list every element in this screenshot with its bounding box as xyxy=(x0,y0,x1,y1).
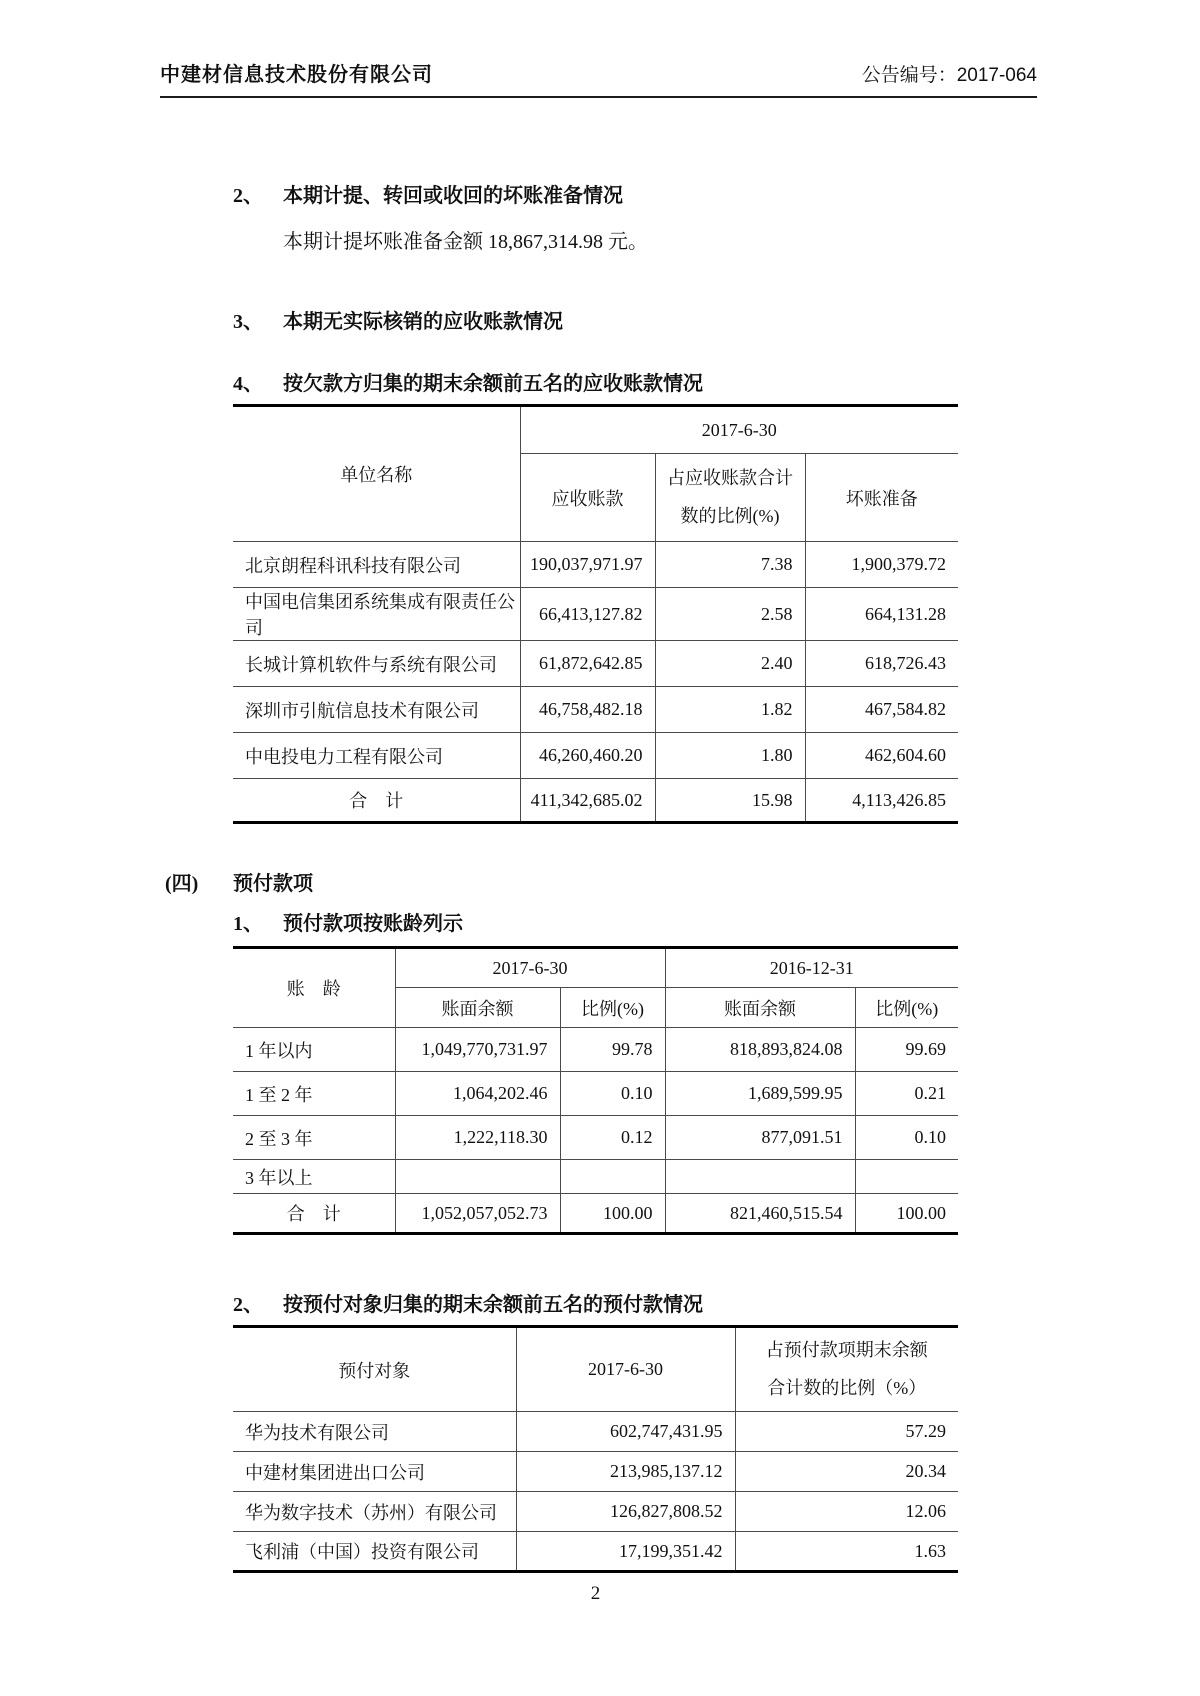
section-number: 2、 xyxy=(233,1294,263,1316)
column-header-ratio: 比例(%) xyxy=(560,988,665,1028)
section-number: 4、 xyxy=(233,373,263,395)
company-name-cell: 中建材集团进出口公司 xyxy=(233,1452,516,1492)
aging-label-cell: 1 至 2 年 xyxy=(233,1072,395,1116)
ratio-cell: 1.80 xyxy=(655,733,805,779)
table-row xyxy=(233,1116,958,1160)
column-header-unit-name: 单位名称 xyxy=(233,406,520,542)
table-row xyxy=(233,641,958,687)
balance-cell: 1,222,118.30 xyxy=(395,1116,560,1160)
section-number: 1、 xyxy=(233,913,263,935)
ratio-cell: 0.10 xyxy=(855,1116,958,1160)
section-title: 预付款项按账龄列示 xyxy=(283,913,463,935)
column-header-ratio: 比例(%) xyxy=(855,988,958,1028)
ratio-cell: 20.34 xyxy=(735,1452,958,1492)
ratio-cell: 2.40 xyxy=(655,641,805,687)
bad-debt-cell: 618,726.43 xyxy=(805,641,958,687)
table-header-row xyxy=(233,406,958,454)
amount-cell: 61,872,642.85 xyxy=(520,641,655,687)
balance-cell: 877,091.51 xyxy=(665,1116,855,1160)
table-row xyxy=(233,1028,958,1072)
column-header-ratio: 占应收账款合计 数的比例(%) xyxy=(655,454,805,542)
table-row xyxy=(233,1072,958,1116)
ratio-cell: 0.12 xyxy=(560,1116,665,1160)
receivables-table xyxy=(233,404,958,824)
amount-cell: 66,413,127.82 xyxy=(520,588,655,641)
company-name-cell: 飞利浦（中国）投资有限公司 xyxy=(233,1532,516,1572)
company-name-cell: 北京朗程科讯科技有限公司 xyxy=(233,542,520,588)
amount-cell: 126,827,808.52 xyxy=(516,1492,735,1532)
ratio-cell: 2.58 xyxy=(655,588,805,641)
column-header-target: 预付对象 xyxy=(233,1327,516,1412)
ratio-cell: 0.10 xyxy=(560,1072,665,1116)
column-header-receivable: 应收账款 xyxy=(520,454,655,542)
announcement-number: 公告编号：2017-064 xyxy=(861,65,1037,86)
column-header-period-2016: 2016-12-31 xyxy=(665,948,958,988)
bad-debt-cell: 1,900,379.72 xyxy=(805,542,958,588)
table-row xyxy=(233,687,958,733)
aging-label-cell: 2 至 3 年 xyxy=(233,1116,395,1160)
ratio-cell: 99.69 xyxy=(855,1028,958,1072)
ratio-cell: 100.00 xyxy=(855,1194,958,1234)
table-total-row xyxy=(233,779,958,823)
ratio-cell: 57.29 xyxy=(735,1412,958,1452)
section-number: 3、 xyxy=(233,311,263,333)
amount-cell: 190,037,971.97 xyxy=(520,542,655,588)
section-title: 本期无实际核销的应收账款情况 xyxy=(283,311,563,333)
ratio-cell: 15.98 xyxy=(655,779,805,823)
balance-cell: 818,893,824.08 xyxy=(665,1028,855,1072)
section-heading-si-1 xyxy=(233,910,958,938)
section-number: 2、 xyxy=(233,185,263,207)
table-header-row xyxy=(233,1327,958,1412)
amount-cell: 602,747,431.95 xyxy=(516,1412,735,1452)
section-title: 按欠款方归集的期末余额前五名的应收账款情况 xyxy=(283,373,703,395)
column-header-balance: 账面余额 xyxy=(395,988,560,1028)
table-row xyxy=(233,542,958,588)
amount-cell: 46,260,460.20 xyxy=(520,733,655,779)
balance-cell: 1,052,057,052.73 xyxy=(395,1194,560,1234)
total-label-cell: 合 计 xyxy=(233,779,520,823)
total-label-cell: 合 计 xyxy=(233,1194,395,1234)
page-number: 2 xyxy=(590,1583,601,1604)
balance-cell: 1,689,599.95 xyxy=(665,1072,855,1116)
table-total-row xyxy=(233,1194,958,1234)
table-row xyxy=(233,1412,958,1452)
bad-debt-cell: 4,113,426.85 xyxy=(805,779,958,823)
amount-cell: 213,985,137.12 xyxy=(516,1452,735,1492)
table-row xyxy=(233,733,958,779)
section-2-paragraph: 本期计提坏账准备金额 18,867,314.98 元。 xyxy=(283,231,648,253)
balance-cell xyxy=(395,1160,560,1194)
amount-cell: 17,199,351.42 xyxy=(516,1532,735,1572)
aging-table xyxy=(233,946,958,1235)
aging-label-cell: 3 年以上 xyxy=(233,1160,395,1194)
column-header-bad-debt: 坏账准备 xyxy=(805,454,958,542)
section-heading-3 xyxy=(233,308,958,336)
balance-cell: 821,460,515.54 xyxy=(665,1194,855,1234)
prepayment-table xyxy=(233,1325,958,1573)
column-header-balance: 账面余额 xyxy=(665,988,855,1028)
company-name-cell: 深圳市引航信息技术有限公司 xyxy=(233,687,520,733)
company-name-cell: 中电投电力工程有限公司 xyxy=(233,733,520,779)
table-row xyxy=(233,1532,958,1572)
table-row xyxy=(233,588,958,641)
ratio-cell: 0.21 xyxy=(855,1072,958,1116)
company-name-cell: 长城计算机软件与系统有限公司 xyxy=(233,641,520,687)
bad-debt-cell: 664,131.28 xyxy=(805,588,958,641)
column-header-period: 2017-6-30 xyxy=(516,1327,735,1412)
ratio-cell: 7.38 xyxy=(655,542,805,588)
section-title: 按预付对象归集的期末余额前五名的预付款情况 xyxy=(283,1294,703,1316)
section-heading-si xyxy=(165,870,958,898)
company-name-cell: 华为数字技术（苏州）有限公司 xyxy=(233,1492,516,1532)
table-header-row xyxy=(233,948,958,988)
table-row xyxy=(233,1492,958,1532)
balance-cell: 1,064,202.46 xyxy=(395,1072,560,1116)
company-name: 中建材信息技术股份有限公司 xyxy=(160,64,433,86)
ratio-cell: 100.00 xyxy=(560,1194,665,1234)
section-number: (四) xyxy=(165,873,199,895)
column-header-period: 2017-6-30 xyxy=(520,406,958,454)
ratio-cell: 1.82 xyxy=(655,687,805,733)
table-row xyxy=(233,1160,958,1194)
company-name-cell: 华为技术有限公司 xyxy=(233,1412,516,1452)
column-header-ratio: 占预付款项期末余额 合计数的比例（%） xyxy=(735,1327,958,1412)
document-body xyxy=(165,182,958,1605)
table-row xyxy=(233,1452,958,1492)
ratio-cell: 12.06 xyxy=(735,1492,958,1532)
section-heading-si-2 xyxy=(233,1291,958,1319)
balance-cell: 1,049,770,731.97 xyxy=(395,1028,560,1072)
page-header xyxy=(160,58,1037,98)
company-name-cell: 中国电信集团系统集成有限责任公司 xyxy=(233,588,520,641)
bad-debt-cell: 467,584.82 xyxy=(805,687,958,733)
balance-cell xyxy=(665,1160,855,1194)
ratio-cell: 1.63 xyxy=(735,1532,958,1572)
section-title: 本期计提、转回或收回的坏账准备情况 xyxy=(283,185,623,207)
amount-cell: 46,758,482.18 xyxy=(520,687,655,733)
section-title: 预付款项 xyxy=(233,873,313,895)
section-heading-4 xyxy=(233,370,958,398)
ratio-cell: 99.78 xyxy=(560,1028,665,1072)
bad-debt-cell: 462,604.60 xyxy=(805,733,958,779)
column-header-aging: 账 龄 xyxy=(233,948,395,1028)
ratio-cell xyxy=(855,1160,958,1194)
ratio-cell xyxy=(560,1160,665,1194)
column-header-period-2017: 2017-6-30 xyxy=(395,948,665,988)
section-heading-2 xyxy=(233,182,958,210)
amount-cell: 411,342,685.02 xyxy=(520,779,655,823)
aging-label-cell: 1 年以内 xyxy=(233,1028,395,1072)
